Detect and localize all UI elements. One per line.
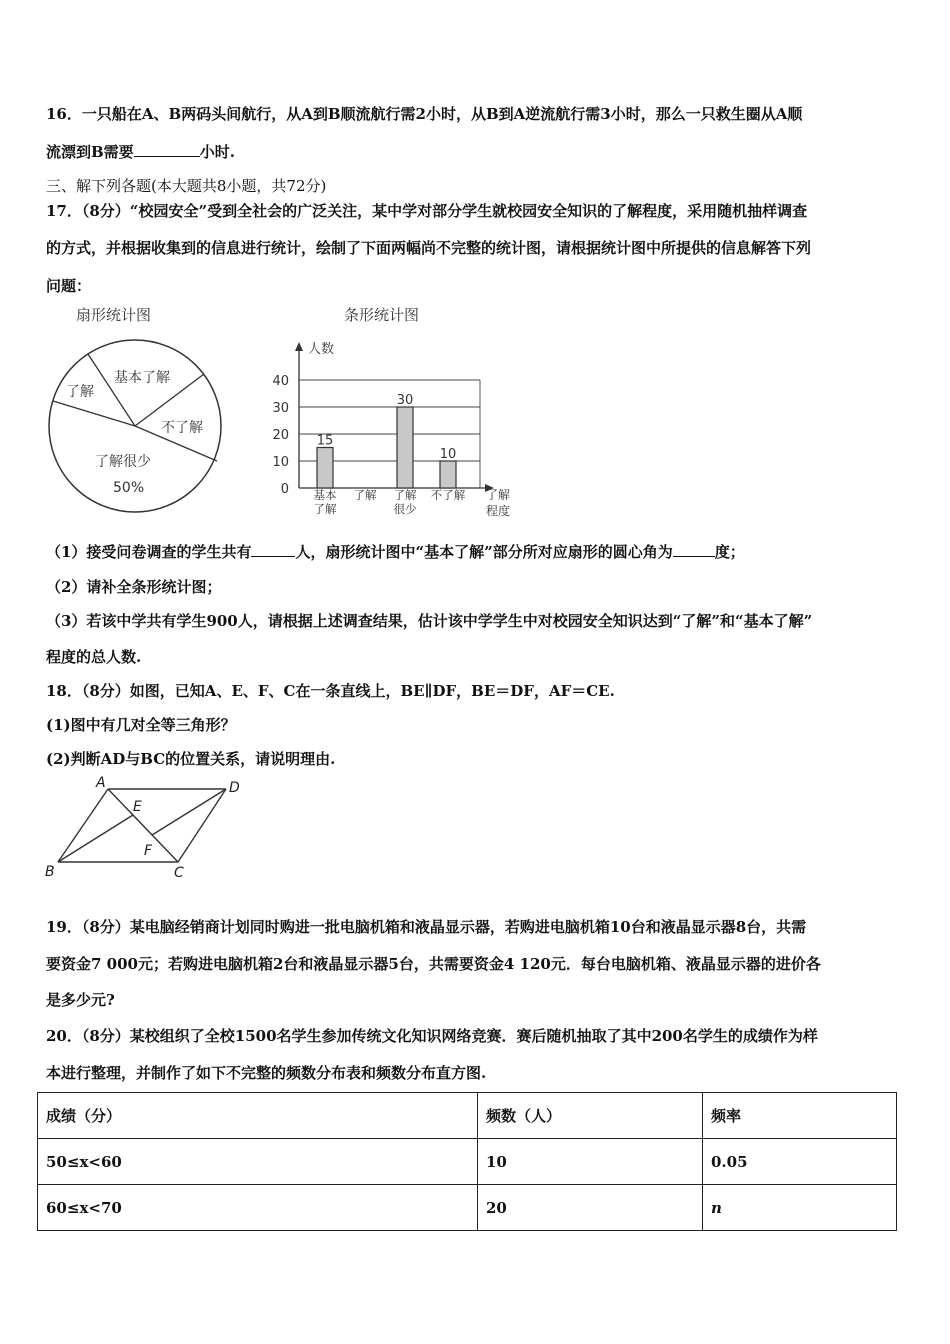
q16-text: 16．一只船在A、B两码头间航行，从A到B顺流航行需2小时，从B到A逆流航行需3小时，那么一只救生圈从A顺 [46,105,803,123]
pie-divider [88,354,135,426]
pie-chart-title: 扇形统计图 [76,306,152,324]
segment-DF [152,789,226,835]
x-category-label: 基本了解 [313,488,337,516]
frequency-table [37,1092,897,1231]
x-category-label: 不了解 [430,488,466,502]
bar-chart-title: 条形统计图 [344,306,420,324]
x-axis-label [486,488,514,518]
answer-blank[interactable] [251,542,295,557]
q19-line3: 是多少元? [46,991,115,1009]
x-axis-label-2: 程度 [486,504,511,518]
table-header-row [38,1093,897,1139]
answer-blank[interactable] [134,142,200,157]
q17-sub3-a: （3）若该中学共有学生900人，请根据上述调查结果，估计该中学学生中对校园安全知识达到“了解”和“基本了解” [46,612,813,630]
table-cell: 50≤x<60 [38,1139,478,1185]
q18-line1: 18．（8分）如图，已知A、E、F、C在一条直线上，BE∥DF，BE＝DF，AF＝CE. [46,682,615,700]
q17-line1: 17．（8分）“校园安全”受到全社会的广泛关注，某中学对部分学生就校园安全知识的了解程度，采用随机抽样调查 [46,202,808,220]
table-cell: 60≤x<70 [38,1185,478,1231]
pie-label-understand: 了解 [66,384,94,400]
q19-line2: 要资金7 000元；若购进电脑机箱2台和液晶显示器5台，共需要资金4 120元．每台电脑机箱、液晶显示器的进价各 [46,955,821,973]
point-label-C: C [174,865,184,881]
bar-chart [262,332,522,522]
q17-sub3-b: 程度的总人数. [46,648,142,666]
segment-DC [178,789,226,862]
q16-text-c: 小时. [199,143,235,161]
section-heading: 三、解下列各题(本大题共8小题，共72分) [46,177,327,195]
bar [317,448,333,489]
segment-AB [58,789,108,862]
q16-line1 [46,103,904,124]
q18-sub2: (2)判断AD与BC的位置关系，请说明理由. [46,750,336,768]
pie-divider [53,401,135,426]
pie-chart [40,325,240,525]
point-label-B: B [45,864,55,880]
point-label-D: D [229,780,240,796]
x-axis-label-1: 了解 [486,488,511,502]
geometry-figure [40,775,250,885]
q17-line2: 的方式，并根据收集到的信息进行统计，绘制了下面两幅尚不完整的统计图，请根据统计图中所提供的信息解答下列 [46,239,812,257]
table-header: 频率 [703,1093,897,1139]
table-row [38,1185,897,1231]
pie-label-little: 了解很少 [95,454,151,470]
q17-sub1-a: （1）接受问卷调查的学生共有 [46,543,252,561]
y-tick-label: 10 [272,455,289,470]
pie-label-basic: 基本了解 [114,370,170,386]
answer-blank[interactable] [673,542,715,557]
q20-line2: 本进行整理，并制作了如下不完整的频数分布表和频数分布直方图. [46,1064,487,1082]
table-cell: 20 [478,1185,703,1231]
q16-line2 [46,141,904,162]
table-header: 成绩（分） [38,1093,478,1139]
y-tick-label: 30 [272,401,289,416]
bar [397,407,413,488]
bar-value-label: 10 [439,447,457,462]
point-label-A: A [96,775,106,791]
q17-sub1-b: 人，扇形统计图中“基本了解”部分所对应扇形的圆心角为 [295,543,673,561]
q17-line3: 问题： [46,277,92,295]
bar [440,461,456,488]
table-row [38,1139,897,1185]
q17-sub1-c: 度； [714,543,745,561]
pie-label-not: 不了解 [161,420,203,436]
point-label-E: E [133,799,142,815]
table-header: 频数（人） [478,1093,703,1139]
y-axis-label: 人数 [308,342,335,357]
x-category-label: 了解很少 [393,488,417,516]
table-cell: 0.05 [703,1139,897,1185]
bar-value-label: 15 [316,433,334,449]
segment-BE [58,815,133,862]
q19-line1: 19．（8分）某电脑经销商计划同时购进一批电脑机箱和液晶显示器，若购进电脑机箱10台和液晶显示器8台，共需 [46,918,807,936]
y-tick-label: 0 [280,482,289,497]
q17-sub1 [46,541,904,562]
y-tick-label: 40 [272,374,289,389]
bar-value-label: 30 [396,393,414,408]
table-cell: 10 [478,1139,703,1185]
y-axis-arrow [295,342,303,351]
q17-sub2: （2）请补全条形统计图； [46,578,222,596]
q16-text-b: 流漂到B需要 [46,143,134,161]
q18-sub1: (1)图中有几对全等三角形？ [46,716,236,734]
pie-percent: 50% [113,480,145,496]
table-cell: n [703,1185,897,1231]
q20-line1: 20．（8分）某校组织了全校1500名学生参加传统文化知识网络竞赛．赛后随机抽取了其中200名学生的成绩作为样 [46,1027,818,1045]
point-label-F: F [144,843,153,859]
x-category-label: 了解 [353,488,377,502]
y-tick-label: 20 [272,428,289,443]
